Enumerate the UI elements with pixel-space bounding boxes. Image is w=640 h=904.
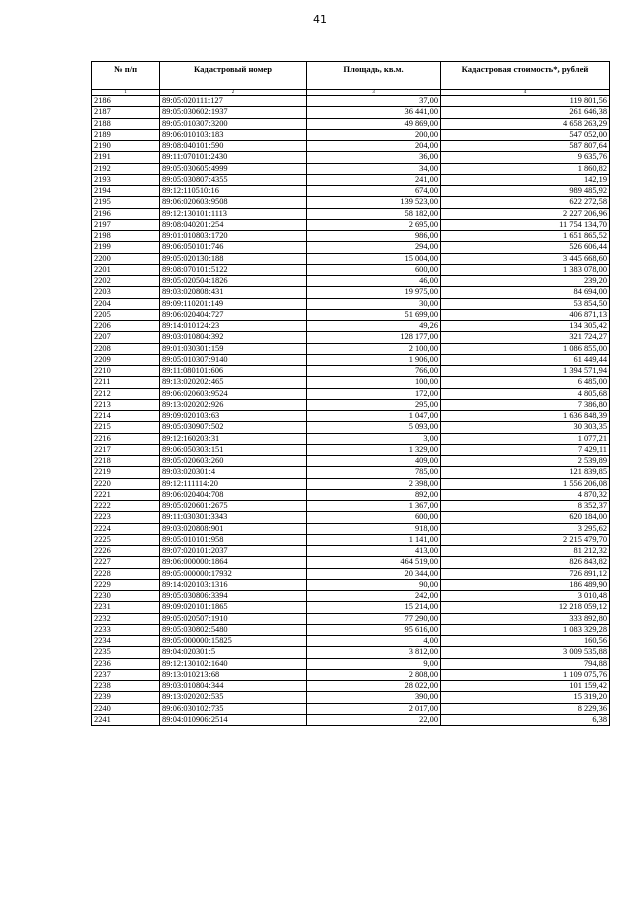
- area-cell: 200,00: [307, 129, 441, 140]
- cost-cell: 620 184,00: [441, 512, 610, 523]
- table-row: [92, 186, 610, 197]
- cadastral-number-cell: 89:08:040201:254: [160, 219, 307, 230]
- cadastral-number-cell: 89:09:020101:1865: [160, 602, 307, 613]
- cost-cell: 547 052,00: [441, 129, 610, 140]
- cost-cell: 794,88: [441, 658, 610, 669]
- table-row: [92, 152, 610, 163]
- row-number-cell: 2197: [92, 219, 160, 230]
- cost-cell: 1 383 078,00: [441, 264, 610, 275]
- cadastral-number-cell: 89:06:050101:746: [160, 242, 307, 253]
- cost-cell: 2 215 479,70: [441, 534, 610, 545]
- table-row: [92, 276, 610, 287]
- table-row: [92, 377, 610, 388]
- cost-cell: 3 445 668,60: [441, 253, 610, 264]
- area-cell: 28 022,00: [307, 681, 441, 692]
- cost-cell: 6,38: [441, 714, 610, 725]
- cost-cell: 53 854,50: [441, 298, 610, 309]
- table-row: [92, 298, 610, 309]
- row-number-cell: 2223: [92, 512, 160, 523]
- cost-cell: 7 429,11: [441, 444, 610, 455]
- table-row: [92, 366, 610, 377]
- cadastral-number-cell: 89:08:070101:5122: [160, 264, 307, 275]
- area-cell: 22,00: [307, 714, 441, 725]
- cadastral-number-cell: 89:05:010101:958: [160, 534, 307, 545]
- cadastral-number-cell: 89:12:110510:16: [160, 186, 307, 197]
- table-row: [92, 624, 610, 635]
- area-cell: 5 093,00: [307, 422, 441, 433]
- cadastral-number-cell: 89:12:130101:1113: [160, 208, 307, 219]
- cadastral-number-cell: 89:03:020301:4: [160, 467, 307, 478]
- area-cell: 19 975,00: [307, 287, 441, 298]
- cadastral-table: [91, 61, 610, 726]
- table-row: [92, 714, 610, 725]
- cadastral-number-cell: 89:13:020202:535: [160, 692, 307, 703]
- cadastral-number-cell: 89:06:020404:708: [160, 489, 307, 500]
- row-number-cell: 2205: [92, 309, 160, 320]
- cadastral-number-cell: 89:12:160203:31: [160, 433, 307, 444]
- area-cell: 3,00: [307, 433, 441, 444]
- row-number-cell: 2190: [92, 141, 160, 152]
- row-number-cell: 2203: [92, 287, 160, 298]
- header-cadastral-number: Кадастровый номер: [160, 62, 307, 90]
- area-cell: 34,00: [307, 163, 441, 174]
- area-cell: 15 214,00: [307, 602, 441, 613]
- area-cell: 2 100,00: [307, 343, 441, 354]
- row-number-cell: 2227: [92, 557, 160, 568]
- cost-cell: 1 077,21: [441, 433, 610, 444]
- area-cell: 2 398,00: [307, 478, 441, 489]
- area-cell: 49,26: [307, 321, 441, 332]
- column-number: 3: [307, 90, 441, 96]
- cost-cell: 186 489,90: [441, 579, 610, 590]
- cost-cell: 321 724,27: [441, 332, 610, 343]
- area-cell: 986,00: [307, 231, 441, 242]
- cost-cell: 1 556 206,08: [441, 478, 610, 489]
- table-row: [92, 163, 610, 174]
- table-row: [92, 613, 610, 624]
- row-number-cell: 2222: [92, 501, 160, 512]
- area-cell: 3 812,00: [307, 647, 441, 658]
- cost-cell: 989 485,92: [441, 186, 610, 197]
- row-number-cell: 2204: [92, 298, 160, 309]
- cost-cell: 119 801,56: [441, 96, 610, 107]
- row-number-cell: 2237: [92, 669, 160, 680]
- row-number-cell: 2196: [92, 208, 160, 219]
- cadastral-number-cell: 89:05:020111:127: [160, 96, 307, 107]
- area-cell: 464 519,00: [307, 557, 441, 568]
- table-row: [92, 546, 610, 557]
- cadastral-number-cell: 89:07:020101:2037: [160, 546, 307, 557]
- cadastral-number-cell: 89:06:010103:183: [160, 129, 307, 140]
- row-number-cell: 2220: [92, 478, 160, 489]
- area-cell: 58 182,00: [307, 208, 441, 219]
- table-row: [92, 501, 610, 512]
- area-cell: 15 004,00: [307, 253, 441, 264]
- table-row: [92, 388, 610, 399]
- cost-cell: 4 658 263,29: [441, 118, 610, 129]
- cadastral-number-cell: 89:05:020507:1910: [160, 613, 307, 624]
- table-header-row: [92, 62, 610, 90]
- table-body: [92, 96, 610, 726]
- row-number-cell: 2236: [92, 658, 160, 669]
- cost-cell: 15 319,20: [441, 692, 610, 703]
- area-cell: 20 344,00: [307, 568, 441, 579]
- table-row: [92, 489, 610, 500]
- cadastral-number-cell: 89:13:010213:68: [160, 669, 307, 680]
- row-number-cell: 2224: [92, 523, 160, 534]
- area-cell: 785,00: [307, 467, 441, 478]
- cost-cell: 160,56: [441, 636, 610, 647]
- table-row: [92, 456, 610, 467]
- table-row: [92, 557, 610, 568]
- row-number-cell: 2214: [92, 411, 160, 422]
- cost-cell: 61 449,44: [441, 354, 610, 365]
- cost-cell: 4 870,32: [441, 489, 610, 500]
- cadastral-number-cell: 89:03:020808:431: [160, 287, 307, 298]
- area-cell: 413,00: [307, 546, 441, 557]
- table-row: [92, 534, 610, 545]
- area-cell: 600,00: [307, 264, 441, 275]
- area-cell: 241,00: [307, 174, 441, 185]
- cost-cell: 101 159,42: [441, 681, 610, 692]
- row-number-cell: 2189: [92, 129, 160, 140]
- cost-cell: 1 394 571,94: [441, 366, 610, 377]
- cost-cell: 1 651 865,52: [441, 231, 610, 242]
- table-row: [92, 579, 610, 590]
- cost-cell: 261 646,38: [441, 107, 610, 118]
- table-row: [92, 197, 610, 208]
- cadastral-number-cell: 89:05:030802:5480: [160, 624, 307, 635]
- cadastral-number-cell: 89:06:000000:1864: [160, 557, 307, 568]
- area-cell: 1 906,00: [307, 354, 441, 365]
- cadastral-number-cell: 89:11:080101:606: [160, 366, 307, 377]
- area-cell: 600,00: [307, 512, 441, 523]
- cadastral-number-cell: 89:09:110201:149: [160, 298, 307, 309]
- cost-cell: 333 892,80: [441, 613, 610, 624]
- area-cell: 409,00: [307, 456, 441, 467]
- table-row: [92, 141, 610, 152]
- area-cell: 1 141,00: [307, 534, 441, 545]
- cost-cell: 2 227 206,96: [441, 208, 610, 219]
- table-row: [92, 523, 610, 534]
- cadastral-number-cell: 89:05:030907:502: [160, 422, 307, 433]
- cadastral-number-cell: 89:13:020202:465: [160, 377, 307, 388]
- row-number-cell: 2201: [92, 264, 160, 275]
- row-number-cell: 2200: [92, 253, 160, 264]
- cost-cell: 134 305,42: [441, 321, 610, 332]
- table-row: [92, 231, 610, 242]
- table-row: [92, 253, 610, 264]
- table-row: [92, 444, 610, 455]
- area-cell: 37,00: [307, 96, 441, 107]
- cost-cell: 11 754 134,70: [441, 219, 610, 230]
- cost-cell: 81 212,32: [441, 546, 610, 557]
- area-cell: 2 017,00: [307, 703, 441, 714]
- cost-cell: 826 843,82: [441, 557, 610, 568]
- column-number: 4: [441, 90, 610, 96]
- cost-cell: 30 303,35: [441, 422, 610, 433]
- cost-cell: 6 485,00: [441, 377, 610, 388]
- table-row: [92, 647, 610, 658]
- row-number-cell: 2234: [92, 636, 160, 647]
- page-number: 41: [313, 13, 327, 26]
- table-row: [92, 512, 610, 523]
- row-number-cell: 2194: [92, 186, 160, 197]
- area-cell: 242,00: [307, 591, 441, 602]
- row-number-cell: 2199: [92, 242, 160, 253]
- row-number-cell: 2198: [92, 231, 160, 242]
- cadastral-number-cell: 89:05:020504:1826: [160, 276, 307, 287]
- cost-cell: 8 352,37: [441, 501, 610, 512]
- table-row: [92, 174, 610, 185]
- cadastral-number-cell: 89:11:030301:3343: [160, 512, 307, 523]
- cost-cell: 726 891,12: [441, 568, 610, 579]
- header-number: № п/п: [92, 62, 160, 90]
- table-row: [92, 321, 610, 332]
- cost-cell: 622 272,58: [441, 197, 610, 208]
- row-number-cell: 2231: [92, 602, 160, 613]
- area-cell: 1 367,00: [307, 501, 441, 512]
- cadastral-number-cell: 89:05:020603:260: [160, 456, 307, 467]
- cadastral-number-cell: 89:09:020103:63: [160, 411, 307, 422]
- area-cell: 30,00: [307, 298, 441, 309]
- row-number-cell: 2218: [92, 456, 160, 467]
- cadastral-number-cell: 89:05:000000:15825: [160, 636, 307, 647]
- cost-cell: 121 839,85: [441, 467, 610, 478]
- table-row: [92, 433, 610, 444]
- row-number-cell: 2191: [92, 152, 160, 163]
- area-cell: 139 523,00: [307, 197, 441, 208]
- table-row: [92, 264, 610, 275]
- cadastral-number-cell: 89:06:020603:9524: [160, 388, 307, 399]
- area-cell: 95 616,00: [307, 624, 441, 635]
- area-cell: 766,00: [307, 366, 441, 377]
- cadastral-number-cell: 89:08:040101:590: [160, 141, 307, 152]
- area-cell: 77 290,00: [307, 613, 441, 624]
- area-cell: 674,00: [307, 186, 441, 197]
- row-number-cell: 2210: [92, 366, 160, 377]
- cadastral-number-cell: 89:01:030301:159: [160, 343, 307, 354]
- table-row: [92, 636, 610, 647]
- row-number-cell: 2206: [92, 321, 160, 332]
- table-row: [92, 568, 610, 579]
- table-row: [92, 478, 610, 489]
- area-cell: 204,00: [307, 141, 441, 152]
- row-number-cell: 2208: [92, 343, 160, 354]
- cadastral-number-cell: 89:05:010307:9140: [160, 354, 307, 365]
- cost-cell: 12 218 059,12: [441, 602, 610, 613]
- table-row: [92, 658, 610, 669]
- cost-cell: 9 635,76: [441, 152, 610, 163]
- cadastral-number-cell: 89:05:000000:17932: [160, 568, 307, 579]
- table-row: [92, 681, 610, 692]
- cadastral-number-cell: 89:13:020202:926: [160, 399, 307, 410]
- row-number-cell: 2187: [92, 107, 160, 118]
- cadastral-number-cell: 89:03:020808:901: [160, 523, 307, 534]
- area-cell: 294,00: [307, 242, 441, 253]
- cost-cell: 142,19: [441, 174, 610, 185]
- row-number-cell: 2209: [92, 354, 160, 365]
- area-cell: 9,00: [307, 658, 441, 669]
- area-cell: 2 808,00: [307, 669, 441, 680]
- cadastral-number-cell: 89:06:030102:735: [160, 703, 307, 714]
- table-row: [92, 354, 610, 365]
- cadastral-number-cell: 89:04:010906:2514: [160, 714, 307, 725]
- table-row: [92, 703, 610, 714]
- cadastral-number-cell: 89:05:030602:1937: [160, 107, 307, 118]
- cadastral-number-cell: 89:12:111114:20: [160, 478, 307, 489]
- cadastral-number-cell: 89:05:030806:3394: [160, 591, 307, 602]
- cadastral-number-cell: 89:06:050303:151: [160, 444, 307, 455]
- cost-cell: 2 539,89: [441, 456, 610, 467]
- row-number-cell: 2232: [92, 613, 160, 624]
- table-row: [92, 96, 610, 107]
- cost-cell: 1 083 329,28: [441, 624, 610, 635]
- area-cell: 1 329,00: [307, 444, 441, 455]
- row-number-cell: 2219: [92, 467, 160, 478]
- row-number-cell: 2239: [92, 692, 160, 703]
- row-number-cell: 2233: [92, 624, 160, 635]
- row-number-cell: 2211: [92, 377, 160, 388]
- cadastral-number-cell: 89:05:020601:2675: [160, 501, 307, 512]
- cadastral-number-cell: 89:01:010803:1720: [160, 231, 307, 242]
- area-cell: 892,00: [307, 489, 441, 500]
- table-row: [92, 602, 610, 613]
- cost-cell: 3 295,62: [441, 523, 610, 534]
- cadastral-number-cell: 89:04:020301:5: [160, 647, 307, 658]
- row-number-cell: 2235: [92, 647, 160, 658]
- cost-cell: 1 860,82: [441, 163, 610, 174]
- cost-cell: 587 807,64: [441, 141, 610, 152]
- row-number-cell: 2207: [92, 332, 160, 343]
- row-number-cell: 2215: [92, 422, 160, 433]
- cadastral-number-cell: 89:14:020103:1316: [160, 579, 307, 590]
- area-cell: 51 699,00: [307, 309, 441, 320]
- row-number-cell: 2202: [92, 276, 160, 287]
- area-cell: 128 177,00: [307, 332, 441, 343]
- cost-cell: 526 606,44: [441, 242, 610, 253]
- cadastral-number-cell: 89:03:010804:344: [160, 681, 307, 692]
- row-number-cell: 2230: [92, 591, 160, 602]
- cost-cell: 1 086 855,00: [441, 343, 610, 354]
- cadastral-number-cell: 89:06:020603:9508: [160, 197, 307, 208]
- table-row: [92, 467, 610, 478]
- table-row: [92, 287, 610, 298]
- row-number-cell: 2195: [92, 197, 160, 208]
- area-cell: 4,00: [307, 636, 441, 647]
- row-number-cell: 2241: [92, 714, 160, 725]
- cadastral-number-cell: 89:05:030605:4999: [160, 163, 307, 174]
- table-row: [92, 692, 610, 703]
- row-number-cell: 2188: [92, 118, 160, 129]
- area-cell: 295,00: [307, 399, 441, 410]
- cost-cell: 1 636 848,39: [441, 411, 610, 422]
- column-number: 1: [92, 90, 160, 96]
- table-row: [92, 669, 610, 680]
- area-cell: 390,00: [307, 692, 441, 703]
- row-number-cell: 2238: [92, 681, 160, 692]
- area-cell: 1 047,00: [307, 411, 441, 422]
- area-cell: 100,00: [307, 377, 441, 388]
- table-row: [92, 107, 610, 118]
- cadastral-number-cell: 89:05:010307:3200: [160, 118, 307, 129]
- table-row: [92, 399, 610, 410]
- cost-cell: 1 109 075,76: [441, 669, 610, 680]
- area-cell: 172,00: [307, 388, 441, 399]
- table-row: [92, 129, 610, 140]
- row-number-cell: 2217: [92, 444, 160, 455]
- area-cell: 36 441,00: [307, 107, 441, 118]
- table-row: [92, 411, 610, 422]
- row-number-cell: 2186: [92, 96, 160, 107]
- area-cell: 918,00: [307, 523, 441, 534]
- cost-cell: 239,20: [441, 276, 610, 287]
- area-cell: 46,00: [307, 276, 441, 287]
- cadastral-number-cell: 89:14:010124:23: [160, 321, 307, 332]
- row-number-cell: 2213: [92, 399, 160, 410]
- table-row: [92, 219, 610, 230]
- row-number-cell: 2192: [92, 163, 160, 174]
- area-cell: 2 695,00: [307, 219, 441, 230]
- table-row: [92, 422, 610, 433]
- table-row: [92, 343, 610, 354]
- table-row: [92, 591, 610, 602]
- table-row: [92, 118, 610, 129]
- area-cell: 49 869,00: [307, 118, 441, 129]
- table-row: [92, 242, 610, 253]
- cost-cell: 8 229,36: [441, 703, 610, 714]
- table-row: [92, 309, 610, 320]
- row-number-cell: 2228: [92, 568, 160, 579]
- cost-cell: 7 386,80: [441, 399, 610, 410]
- row-number-cell: 2225: [92, 534, 160, 545]
- row-number-cell: 2221: [92, 489, 160, 500]
- cadastral-number-cell: 89:03:010804:392: [160, 332, 307, 343]
- cost-cell: 4 805,68: [441, 388, 610, 399]
- row-number-cell: 2193: [92, 174, 160, 185]
- row-number-cell: 2226: [92, 546, 160, 557]
- cadastral-number-cell: 89:05:020130:188: [160, 253, 307, 264]
- area-cell: 90,00: [307, 579, 441, 590]
- header-cadastral-cost: Кадастровая стоимость*, рублей: [441, 62, 610, 90]
- area-cell: 36,00: [307, 152, 441, 163]
- table-row: [92, 332, 610, 343]
- cadastral-number-cell: 89:11:070101:2430: [160, 152, 307, 163]
- cadastral-number-cell: 89:06:020404:727: [160, 309, 307, 320]
- row-number-cell: 2240: [92, 703, 160, 714]
- row-number-cell: 2229: [92, 579, 160, 590]
- row-number-cell: 2216: [92, 433, 160, 444]
- table-row: [92, 208, 610, 219]
- cost-cell: 84 694,00: [441, 287, 610, 298]
- cost-cell: 406 871,13: [441, 309, 610, 320]
- cost-cell: 3 009 535,88: [441, 647, 610, 658]
- cadastral-number-cell: 89:12:130102:1640: [160, 658, 307, 669]
- header-area: Площадь, кв.м.: [307, 62, 441, 90]
- cadastral-number-cell: 89:05:030807:4355: [160, 174, 307, 185]
- cost-cell: 3 010,48: [441, 591, 610, 602]
- row-number-cell: 2212: [92, 388, 160, 399]
- column-number: 2: [160, 90, 307, 96]
